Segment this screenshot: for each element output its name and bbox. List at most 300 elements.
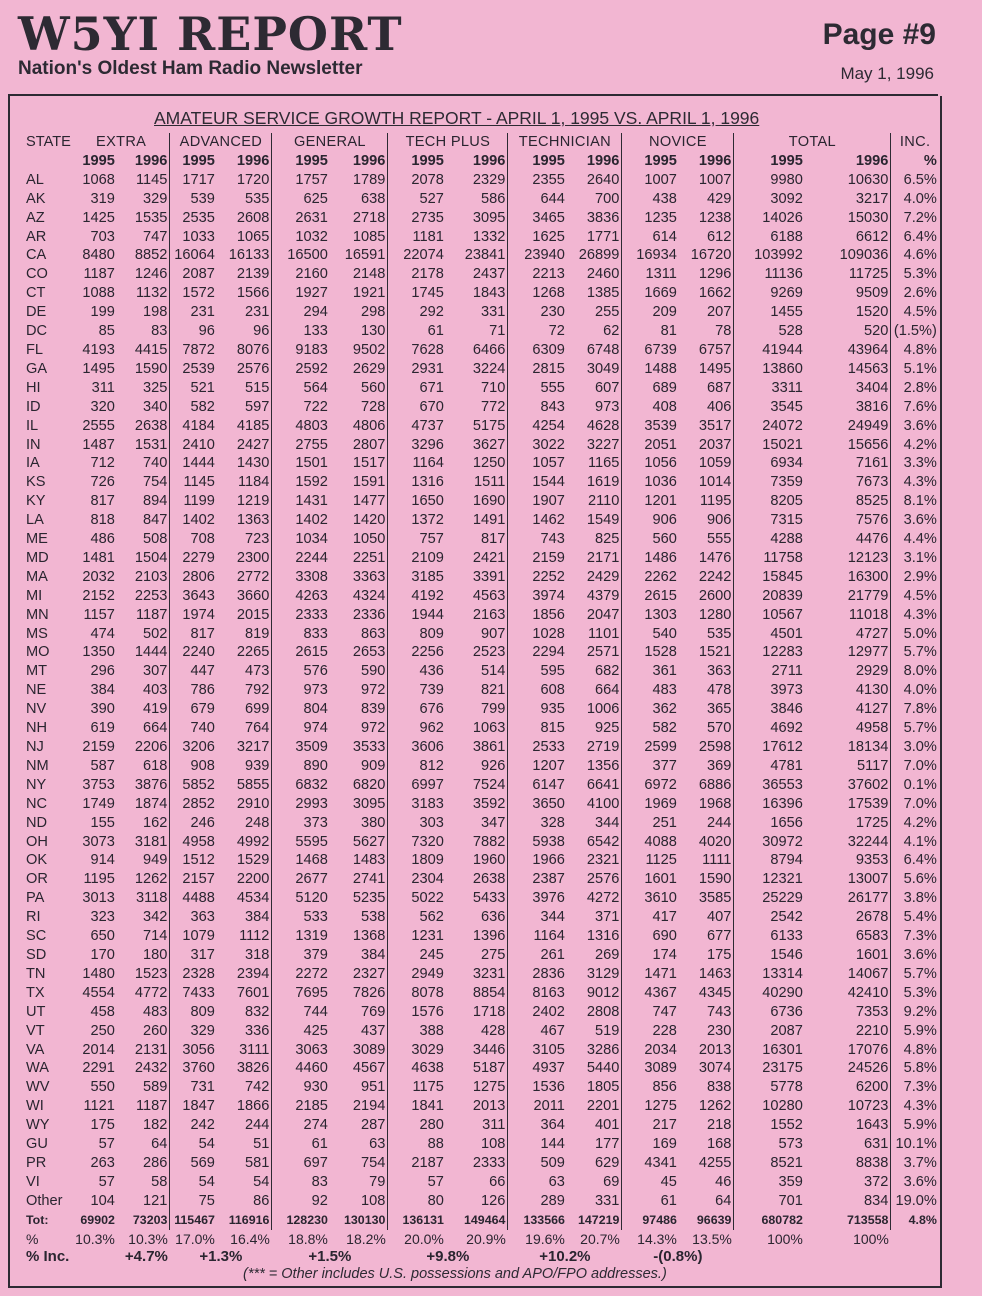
increase-tech-plus: +9.8% (426, 1248, 470, 1266)
value-cell: 650 (90, 928, 115, 945)
state-row (24, 681, 939, 700)
value-cell: 36553 (734, 776, 805, 795)
value-cell: 6748 (586, 341, 620, 358)
value-cell: 838 (707, 1079, 732, 1096)
value-cell: 618 (143, 757, 168, 774)
value-cell: 63 (508, 1173, 567, 1192)
value-cell: 57 (388, 1173, 446, 1192)
state-row (24, 1022, 939, 1041)
value-cell: 6133 (734, 927, 805, 946)
value-cell: 2815 (508, 360, 567, 379)
value-cell: 69 (603, 1173, 620, 1190)
state-row (24, 719, 939, 738)
value-cell: 23841 (464, 247, 506, 264)
value-cell: 6886 (698, 776, 732, 793)
value-cell: 230 (508, 303, 567, 322)
value-cell: 3.8% (891, 889, 939, 908)
value-cell: 2576 (586, 871, 620, 888)
value-cell: 1483 (352, 852, 386, 869)
state-code: OK (26, 852, 48, 869)
value-cell: 1238 (698, 209, 732, 226)
value-cell: 483 (143, 1003, 168, 1020)
state-code: NJ (26, 739, 44, 755)
value-cell: 4992 (236, 833, 270, 850)
value-cell: 3.3% (891, 454, 939, 473)
state-code: WV (26, 1079, 50, 1096)
value-cell: 3217 (236, 739, 270, 755)
value-cell: 246 (170, 814, 217, 833)
value-cell: 930 (272, 1078, 330, 1097)
value-cell: 1720 (236, 171, 270, 188)
value-cell: 4272 (586, 890, 620, 907)
value-cell: 3022 (508, 436, 567, 455)
value-cell: 1471 (622, 965, 679, 984)
value-cell: 3129 (586, 965, 620, 982)
value-cell: 4193 (82, 341, 115, 358)
value-cell: 75 (170, 1192, 217, 1211)
value-cell: 1036 (622, 473, 679, 492)
value-cell: 1065 (236, 228, 270, 245)
value-cell: 3.7% (891, 1154, 939, 1173)
total-cell: 147219 (578, 1212, 620, 1227)
value-cell: 16301 (734, 1041, 805, 1060)
value-cell: 1549 (586, 512, 620, 529)
value-cell: 2078 (388, 171, 446, 190)
value-cell: 4.3% (891, 473, 939, 492)
value-cell: 1262 (698, 1098, 732, 1115)
value-cell: 540 (622, 625, 679, 644)
value-cell: 46 (715, 1173, 732, 1190)
value-cell: 722 (272, 398, 330, 417)
value-cell: 2355 (508, 171, 567, 190)
value-cell: 377 (622, 757, 679, 776)
value-cell: 817 (170, 625, 217, 644)
value-cell: 832 (245, 1003, 270, 1020)
value-cell: 329 (143, 190, 168, 207)
value-cell: 251 (622, 814, 679, 833)
year-1996: 1996 (134, 152, 168, 169)
value-cell: 4501 (734, 625, 805, 644)
value-cell: 1079 (170, 927, 217, 946)
total-cell: 128230 (272, 1211, 330, 1230)
value-cell: 2032 (82, 568, 115, 585)
value-cell: 1455 (734, 303, 805, 322)
state-code: ND (26, 814, 48, 831)
value-cell: 1944 (388, 606, 446, 625)
value-cell: 2013 (698, 1041, 732, 1058)
value-cell: 180 (143, 946, 168, 963)
value-cell: 280 (388, 1116, 446, 1135)
value-cell: 5.3% (891, 984, 939, 1003)
value-cell: 408 (622, 398, 679, 417)
value-cell: 384 (361, 946, 386, 963)
value-cell: 1112 (239, 928, 270, 945)
value-cell: 3095 (472, 209, 506, 226)
value-cell: 2410 (170, 436, 217, 455)
value-cell: 2051 (622, 436, 679, 455)
value-cell: 4554 (82, 984, 115, 1001)
value-cell: 1296 (698, 266, 732, 283)
state-row (24, 265, 939, 284)
value-cell: 2429 (586, 568, 620, 585)
value-cell: 1874 (134, 795, 168, 812)
state-row (24, 511, 939, 530)
increase-general: +1.5% (308, 1248, 352, 1266)
value-cell: 8078 (388, 984, 446, 1003)
state-row (24, 757, 939, 776)
value-cell: 2103 (134, 568, 168, 585)
value-cell: 1841 (388, 1097, 446, 1116)
value-cell: 1486 (622, 549, 679, 568)
value-cell: 703 (90, 228, 115, 245)
value-cell: 4958 (855, 720, 889, 737)
value-cell: 307 (143, 663, 168, 680)
value-cell: 687 (707, 379, 732, 396)
value-cell: 10.1% (891, 1135, 939, 1154)
value-cell: 245 (388, 946, 446, 965)
value-cell: 26899 (578, 247, 620, 264)
state-code: IA (26, 455, 40, 472)
value-cell: 1125 (622, 851, 679, 870)
value-cell: 45 (622, 1173, 679, 1192)
value-cell: 329 (170, 1022, 217, 1041)
value-cell: 86 (253, 1192, 270, 1209)
value-cell: 4263 (272, 587, 330, 606)
percent-symbol: % (891, 152, 939, 171)
value-cell: 1145 (135, 171, 168, 188)
value-cell: 2015 (236, 606, 270, 623)
value-cell: 7315 (734, 511, 805, 530)
value-cell: 2807 (352, 436, 386, 453)
value-cell: 4638 (388, 1059, 446, 1078)
value-cell: 16720 (690, 247, 732, 264)
value-cell: 743 (508, 530, 567, 549)
state-code: FL (26, 341, 44, 358)
value-cell: 303 (388, 814, 446, 833)
value-cell: 4.6% (891, 246, 939, 265)
value-cell: 614 (622, 228, 679, 247)
value-cell: 1968 (698, 795, 732, 812)
value-cell: 3311 (734, 379, 805, 398)
value-cell: 4088 (622, 833, 679, 852)
value-cell: 677 (707, 928, 732, 945)
value-cell: 812 (388, 757, 446, 776)
value-cell: 708 (170, 530, 217, 549)
value-cell: 533 (272, 908, 330, 927)
value-cell: 2598 (698, 739, 732, 755)
value-cell: 7524 (472, 776, 506, 793)
value-cell: 6757 (698, 341, 732, 358)
value-cell: 344 (508, 908, 567, 927)
value-cell: 1195 (699, 493, 732, 510)
percent-cell: 16.4% (230, 1230, 270, 1247)
state-code: NV (26, 701, 47, 718)
value-cell: 401 (595, 1117, 620, 1134)
value-cell: 5175 (472, 417, 506, 434)
value-cell: 9012 (586, 984, 620, 1001)
value-cell: 438 (622, 190, 679, 209)
value-cell: 144 (508, 1135, 567, 1154)
state-code: GA (26, 360, 48, 377)
value-cell: 37602 (847, 776, 889, 793)
value-cell: 4.0% (891, 190, 939, 209)
value-cell: 168 (707, 1136, 732, 1153)
state-row (24, 284, 939, 303)
value-cell: 6583 (855, 928, 889, 945)
value-cell: 521 (170, 379, 217, 398)
state-row (24, 1173, 939, 1192)
value-cell: 562 (388, 908, 446, 927)
value-cell: 1625 (508, 228, 567, 247)
group-header-total: TOTAL (734, 133, 891, 152)
value-cell: 589 (143, 1079, 168, 1096)
value-cell: 1501 (272, 454, 330, 473)
value-cell: 809 (388, 625, 446, 644)
value-cell: 664 (143, 720, 168, 737)
value-cell: 364 (508, 1116, 567, 1135)
value-cell: 1368 (352, 928, 386, 945)
value-cell: 1250 (472, 455, 506, 472)
value-cell: 13007 (847, 871, 889, 888)
value-cell: 4460 (272, 1059, 330, 1078)
value-cell: (1.5%) (891, 322, 939, 341)
value-cell: 3606 (388, 738, 446, 757)
value-cell: 1111 (702, 852, 732, 869)
value-cell: 1219 (236, 493, 270, 510)
value-cell: 728 (361, 398, 386, 415)
report-title: AMATEUR SERVICE GROWTH REPORT - APRIL 1, 1995 VS. APRIL 1, 1996 (154, 108, 760, 128)
value-cell: 764 (245, 720, 270, 737)
value-cell: 336 (245, 1022, 270, 1039)
percent-cell: 17.0% (175, 1230, 215, 1247)
value-cell: 1480 (82, 965, 115, 982)
value-cell: 108 (361, 1192, 386, 1209)
year-1995: 1995 (622, 152, 679, 171)
value-cell: 4.0% (891, 681, 939, 700)
value-cell: 7628 (388, 341, 446, 360)
value-cell: 478 (707, 682, 732, 699)
value-cell: 363 (707, 663, 732, 680)
value-cell: 1319 (272, 927, 330, 946)
value-cell: 3973 (734, 681, 805, 700)
total-cell: 116916 (228, 1212, 270, 1227)
value-cell: 1969 (622, 795, 679, 814)
value-cell: 242 (170, 1116, 217, 1135)
group-header-novice: NOVICE (622, 133, 734, 152)
value-cell: 9980 (734, 171, 805, 190)
value-cell: 15021 (734, 436, 805, 455)
state-row (24, 984, 939, 1003)
value-cell: 1590 (698, 871, 732, 888)
percent-cell: 19.6% (525, 1230, 565, 1247)
value-cell: 570 (707, 720, 732, 737)
value-cell: 24949 (847, 417, 889, 434)
value-cell: 2427 (236, 436, 270, 453)
value-cell: 2629 (352, 360, 386, 377)
value-cell: 3118 (135, 890, 168, 907)
value-cell: 8854 (472, 984, 506, 1001)
value-cell: 821 (481, 682, 506, 699)
value-cell: 856 (622, 1078, 679, 1097)
value-cell: 6542 (586, 833, 620, 850)
value-cell: 231 (245, 304, 270, 321)
state-code: TX (26, 984, 45, 1001)
value-cell: 369 (707, 757, 732, 774)
value-cell: 17539 (847, 795, 889, 812)
value-cell: 1477 (352, 493, 386, 510)
state-code: KS (26, 474, 46, 491)
value-cell: 15656 (847, 436, 889, 453)
value-cell: 57 (98, 1136, 115, 1153)
value-cell: 1132 (135, 285, 168, 302)
total-cell: 680782 (734, 1211, 805, 1230)
state-row (24, 662, 939, 681)
value-cell: 0.1% (891, 776, 939, 795)
value-cell: 5938 (508, 833, 567, 852)
value-cell: 43964 (847, 341, 889, 358)
value-cell: 1488 (622, 360, 679, 379)
value-cell: 2836 (508, 965, 567, 984)
value-cell: 1444 (134, 644, 168, 661)
value-cell: 699 (245, 701, 270, 718)
value-cell: 26177 (847, 890, 889, 907)
value-cell: 833 (272, 625, 330, 644)
value-cell: 576 (272, 662, 330, 681)
value-cell: 296 (90, 663, 115, 680)
value-cell: 23175 (734, 1059, 805, 1078)
value-cell: 11018 (848, 606, 889, 623)
value-cell: 701 (734, 1192, 805, 1211)
value-cell: 6997 (388, 776, 446, 795)
value-cell: 390 (90, 701, 115, 718)
value-cell: 1350 (82, 644, 115, 661)
value-cell: 4.3% (891, 1097, 939, 1116)
value-cell: 5120 (272, 889, 330, 908)
value-cell: 3876 (134, 776, 168, 793)
value-cell: 1311 (622, 265, 679, 284)
value-cell: 631 (864, 1136, 889, 1153)
state-code: NH (26, 720, 48, 737)
value-cell: 3760 (170, 1059, 217, 1078)
value-cell: 417 (622, 908, 679, 927)
value-cell: 3643 (170, 587, 217, 606)
footnote: (*** = Other includes U.S. possessions and APO/FPO addresses.) (243, 1266, 667, 1282)
value-cell: 5187 (472, 1060, 506, 1077)
value-cell: 2047 (586, 606, 620, 623)
value-cell: 6147 (508, 776, 567, 795)
value-cell: 1007 (698, 171, 732, 188)
value-cell: 555 (508, 379, 567, 398)
value-cell: 244 (707, 814, 732, 831)
value-cell: 8521 (734, 1154, 805, 1173)
value-cell: 365 (707, 701, 732, 718)
value-cell: 809 (170, 1003, 217, 1022)
value-cell: 1201 (622, 492, 679, 511)
value-cell: 6188 (734, 228, 805, 247)
value-cell: 2600 (698, 587, 732, 604)
value-cell: 6.5% (891, 171, 939, 190)
state-code: VA (26, 1041, 45, 1058)
value-cell: 5.7% (891, 643, 939, 662)
value-cell: 2432 (134, 1060, 168, 1077)
state-code: MT (26, 663, 48, 680)
value-cell: 7695 (272, 984, 330, 1003)
value-cell: 250 (90, 1022, 115, 1039)
value-cell: 1921 (352, 285, 386, 302)
value-cell: 11136 (734, 265, 805, 284)
value-cell: 458 (90, 1003, 115, 1020)
value-cell: 1517 (352, 455, 386, 472)
value-cell: 294 (272, 303, 330, 322)
value-cell: 5627 (352, 833, 386, 850)
value-cell: 2011 (508, 1097, 567, 1116)
value-cell: 582 (170, 398, 217, 417)
value-cell: 16396 (734, 795, 805, 814)
value-cell: 1316 (388, 473, 446, 492)
value-cell: 1363 (236, 512, 270, 529)
value-cell: 109036 (839, 247, 889, 264)
value-cell: 1866 (236, 1098, 270, 1115)
value-cell: 3.6% (891, 1173, 939, 1192)
value-cell: 2210 (855, 1022, 889, 1039)
value-cell: 690 (622, 927, 679, 946)
value-cell: 3224 (472, 360, 506, 377)
group-header-tech-plus: TECH PLUS (388, 133, 508, 152)
value-cell: 786 (170, 681, 217, 700)
value-cell: 436 (388, 662, 446, 681)
value-cell: 1164 (508, 927, 567, 946)
value-cell: 2638 (472, 871, 506, 888)
value-cell: 14067 (847, 965, 889, 982)
value-cell: 528 (734, 322, 805, 341)
state-row (24, 587, 939, 606)
value-cell: 58 (151, 1173, 168, 1190)
value-cell: 1552 (734, 1116, 805, 1135)
value-cell: 5433 (472, 890, 506, 907)
value-cell: 1268 (508, 284, 567, 303)
value-cell: 1184 (237, 474, 270, 491)
value-cell: 1199 (170, 492, 217, 511)
value-cell: 560 (622, 530, 679, 549)
state-row (24, 870, 939, 889)
value-cell: 11758 (734, 549, 805, 568)
year-1996: 1996 (855, 152, 889, 169)
masthead (18, 8, 964, 94)
state-row (24, 776, 939, 795)
value-cell: 54 (170, 1173, 217, 1192)
value-cell: 4415 (134, 341, 168, 358)
value-cell: 907 (481, 625, 506, 642)
state-row (24, 965, 939, 984)
state-row (24, 1003, 939, 1022)
value-cell: 6972 (622, 776, 679, 795)
value-cell: 4.3% (891, 606, 939, 625)
value-cell: 2148 (352, 266, 386, 283)
percent-cell: 100% (767, 1230, 803, 1247)
value-cell: 344 (595, 814, 620, 831)
value-cell: 636 (481, 909, 506, 926)
value-cell: 2256 (388, 643, 446, 662)
total-cell: 4.8% (891, 1211, 939, 1230)
value-cell: 5235 (352, 890, 386, 907)
page-number: Page #9 (822, 18, 936, 51)
value-cell: 2163 (472, 606, 506, 623)
value-cell: 2244 (272, 549, 330, 568)
value-cell: 682 (595, 663, 620, 680)
total-cell: 115467 (170, 1211, 217, 1230)
value-cell: 582 (622, 719, 679, 738)
value-cell: 15030 (847, 209, 889, 226)
